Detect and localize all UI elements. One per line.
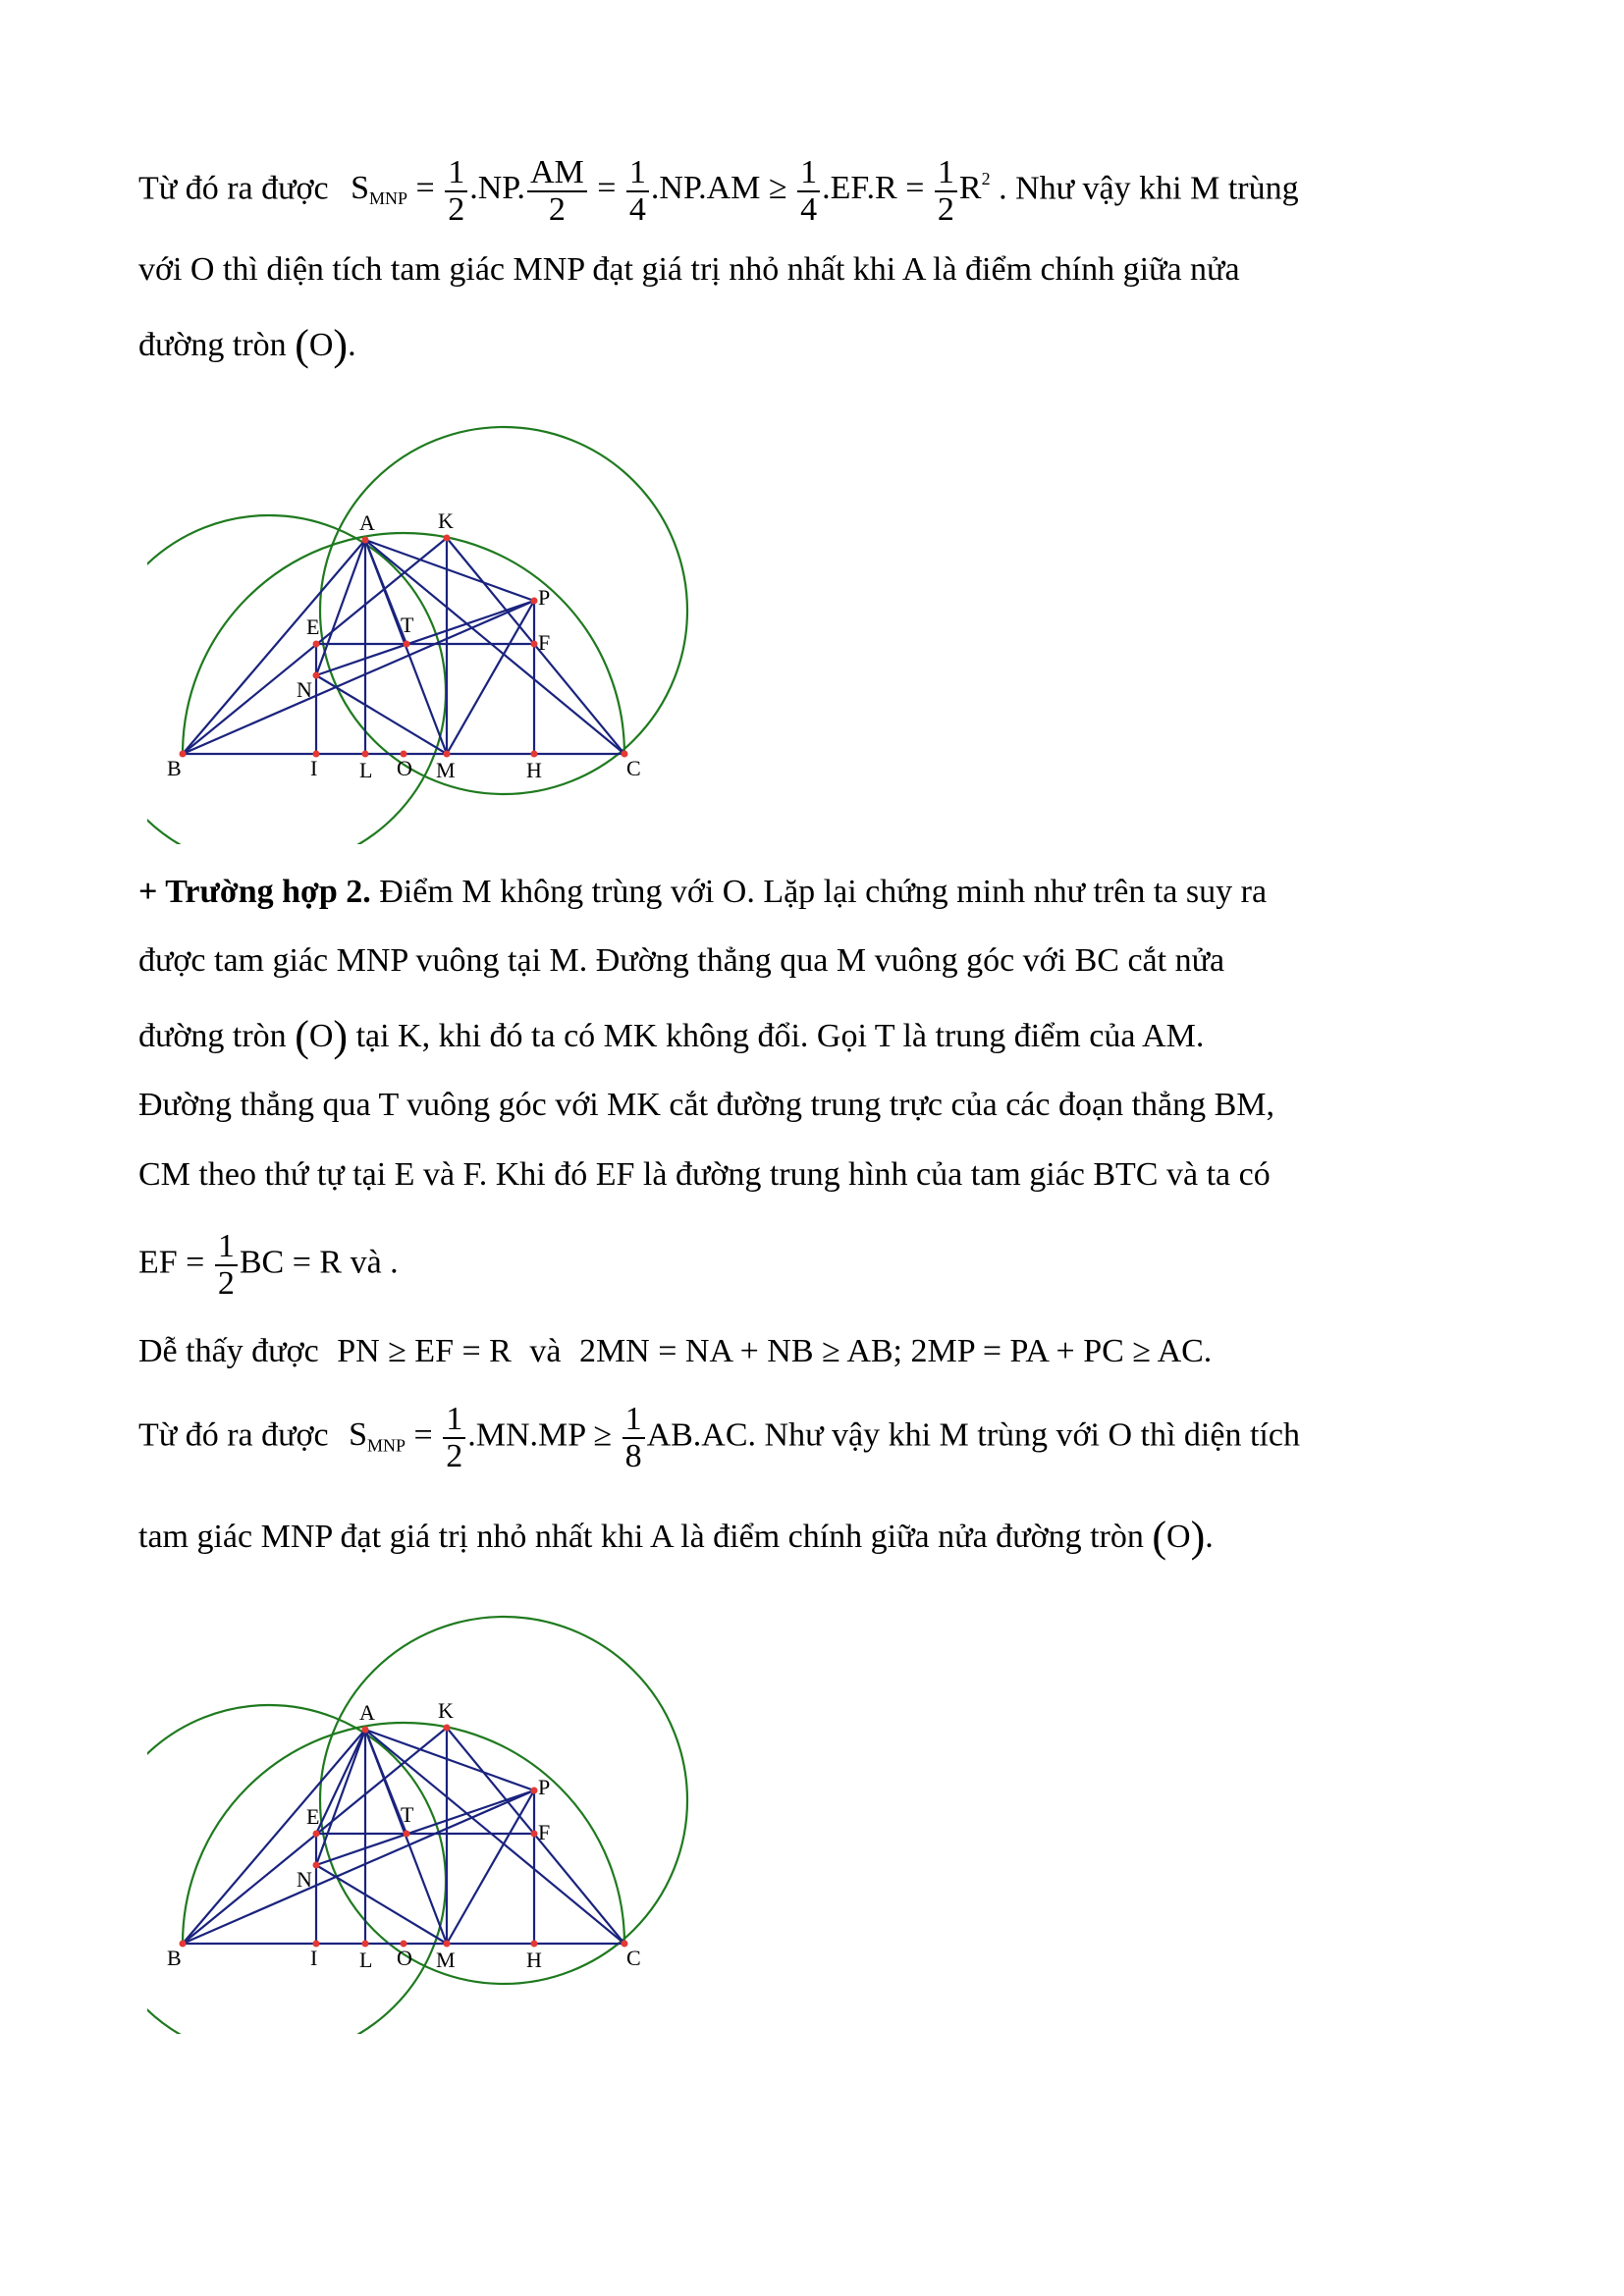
label-i: I <box>310 756 318 780</box>
text-line-2: với O thì diện tích tam giác MNP đạt giá trị nhỏ nhất khi A là điểm chính giữa nửa <box>138 251 1240 288</box>
case2-line-2: được tam giác MNP vuông tại M. Đường thẳng qua M vuông góc với BC cắt nửa <box>138 942 1225 979</box>
label-e: E <box>306 1804 320 1829</box>
label-n: N <box>297 1867 312 1892</box>
label-t: T <box>401 1802 414 1827</box>
construction-lines <box>183 538 624 754</box>
area-formula: $S_{MNP}$ = $\frac{1}{2}$ .NP. $\frac{AM}{2}$ = $\frac{1}{4}$ .NP.AM ≥ $\frac{1}{4}$ .EF.R = $\frac{1}{2}$ $R^2$ <box>351 154 991 228</box>
line1-suffix: . Như vậy khi M trùng <box>999 170 1299 207</box>
case2-line-4: Đường thẳng qua T vuông góc với MK cắt đường trung trực của các đoạn thẳng BM, <box>138 1087 1275 1123</box>
case2-line-7: Dễ thấy được PN ≥ EF = R và 2MN = NA + NB ≥ AB; 2MP = PA + PC ≥ AC. <box>138 1333 1213 1369</box>
label-b: B <box>167 1946 182 1970</box>
fraction: $\frac{AM}{2}$ <box>527 155 587 227</box>
line1-prefix: Từ đó ra được <box>138 170 329 207</box>
label-m: M <box>436 1948 456 1972</box>
label-f: F <box>538 1820 551 1844</box>
label-n: N <box>297 677 312 702</box>
case2-heading: + Trường hợp 2. <box>138 874 371 910</box>
construction-lines <box>183 1728 624 1944</box>
fraction: $\frac{1}{4}$ <box>797 155 820 227</box>
geometry-figure-2 <box>147 1602 736 2034</box>
label-l: L <box>359 758 373 782</box>
circles <box>147 1617 687 2034</box>
label-t: T <box>401 613 414 637</box>
case2-line-1: + Trường hợp 2. Điểm M không trùng với O. Lặp lại chứng minh như trên ta suy ra <box>138 874 1268 910</box>
text-line-3: đường tròn (O). <box>138 321 356 369</box>
label-p: P <box>538 585 551 610</box>
fraction: $\frac{1}{4}$ <box>626 155 649 227</box>
case2-line-5: CM theo thứ tự tại E và F. Khi đó EF là đường trung hình của tam giác BTC và ta có <box>138 1156 1271 1193</box>
label-k: K <box>438 508 454 533</box>
text-line-1 <box>138 155 1299 227</box>
label-e: E <box>306 614 320 639</box>
fraction: $\frac{1}{8}$ <box>623 1402 645 1473</box>
case2-line-9: tam giác MNP đạt giá trị nhỏ nhất khi A là điểm chính giữa nửa đường tròn (O). <box>138 1513 1214 1561</box>
label-o: O <box>397 1946 412 1970</box>
label-o: O <box>397 756 412 780</box>
geometry-figure-1 <box>147 412 736 844</box>
label-b: B <box>167 756 182 780</box>
case2-line-8: Từ đó ra được $S_{MNP}$ = $\frac{1}{2}$ .MN.MP ≥ $\frac{1}{8}$ AB.AC. Như vậy khi M trùng với O thì diện tích <box>138 1401 1300 1474</box>
fraction: $\frac{1}{2}$ <box>935 155 957 227</box>
fraction: $\frac{1}{2}$ <box>215 1229 238 1301</box>
label-l: L <box>359 1948 373 1972</box>
case2-line-3: đường tròn (O) tại K, khi đó ta có MK không đổi. Gọi T là trung điểm của AM. <box>138 1012 1205 1060</box>
label-h: H <box>526 758 542 782</box>
label-p: P <box>538 1775 551 1799</box>
circles <box>147 427 687 844</box>
label-h: H <box>526 1948 542 1972</box>
fraction: $\frac{1}{2}$ <box>445 155 467 227</box>
label-c: C <box>626 1946 641 1970</box>
label-k: K <box>438 1698 454 1723</box>
label-f: F <box>538 630 551 655</box>
case2-line-6: EF = $\frac{1}{2}$ BC = R và . <box>138 1228 399 1302</box>
label-c: C <box>626 756 641 780</box>
label-i: I <box>310 1946 318 1970</box>
label-a: A <box>359 510 375 535</box>
fraction: $\frac{1}{2}$ <box>443 1402 465 1473</box>
label-m: M <box>436 758 456 782</box>
label-a: A <box>359 1700 375 1725</box>
